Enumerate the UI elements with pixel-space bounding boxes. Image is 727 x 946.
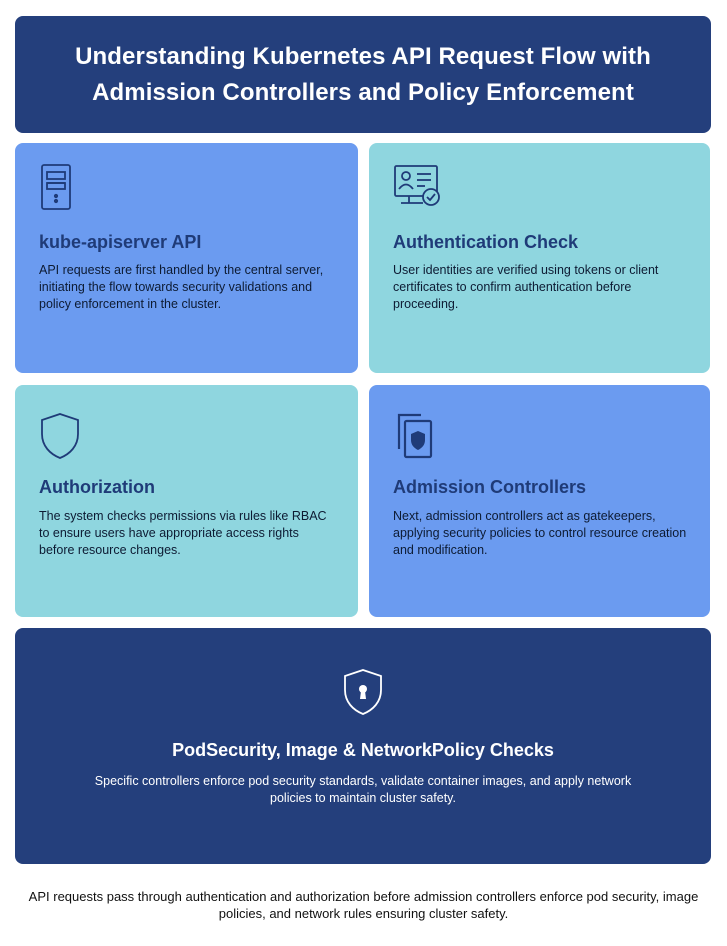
id-card-check-icon bbox=[393, 163, 443, 214]
card-description: User identities are verified using tokens or client certificates to confirm authentication before proceeding. bbox=[393, 263, 659, 311]
shield-lock-icon bbox=[341, 668, 385, 721]
card-authentication-check bbox=[369, 143, 710, 373]
card-description: The system checks permissions via rules like RBAC to ensure users have appropriate access rights before resource changes. bbox=[39, 509, 327, 557]
card-title: Authentication Check bbox=[393, 232, 579, 252]
card-description: API requests are first handled by the central server, initiating the flow towards security validations and policy enforcement in the cluster. bbox=[39, 263, 324, 311]
card-description: Next, admission controllers act as gatekeepers, applying security policies to control resource creation and modification. bbox=[393, 509, 687, 557]
card-authorization bbox=[15, 385, 358, 617]
shield-icon bbox=[39, 412, 81, 465]
documents-shield-icon bbox=[393, 411, 437, 466]
card-admission-controllers bbox=[369, 385, 710, 617]
page-title-line-1: Understanding Kubernetes API Request Flow with bbox=[75, 42, 651, 70]
footer-summary: API requests pass through authentication and authorization before admission controllers enforce pod security, image policies, and network rules ensuring cluster safety. bbox=[28, 889, 699, 921]
page-title-line-2: Admission Controllers and Policy Enforcement bbox=[92, 78, 634, 106]
header-banner bbox=[15, 16, 711, 133]
card-title: kube-apiserver API bbox=[39, 232, 202, 252]
card-title: Admission Controllers bbox=[393, 477, 587, 497]
panel-description: Specific controllers enforce pod security standards, validate container images, and apply network policies to maintain cluster safety. bbox=[94, 774, 632, 805]
card-kube-apiserver bbox=[15, 143, 358, 373]
server-icon bbox=[39, 163, 73, 216]
panel-title: PodSecurity, Image & NetworkPolicy Checks bbox=[172, 740, 554, 760]
card-title: Authorization bbox=[39, 477, 155, 497]
policy-checks-panel bbox=[15, 628, 711, 864]
